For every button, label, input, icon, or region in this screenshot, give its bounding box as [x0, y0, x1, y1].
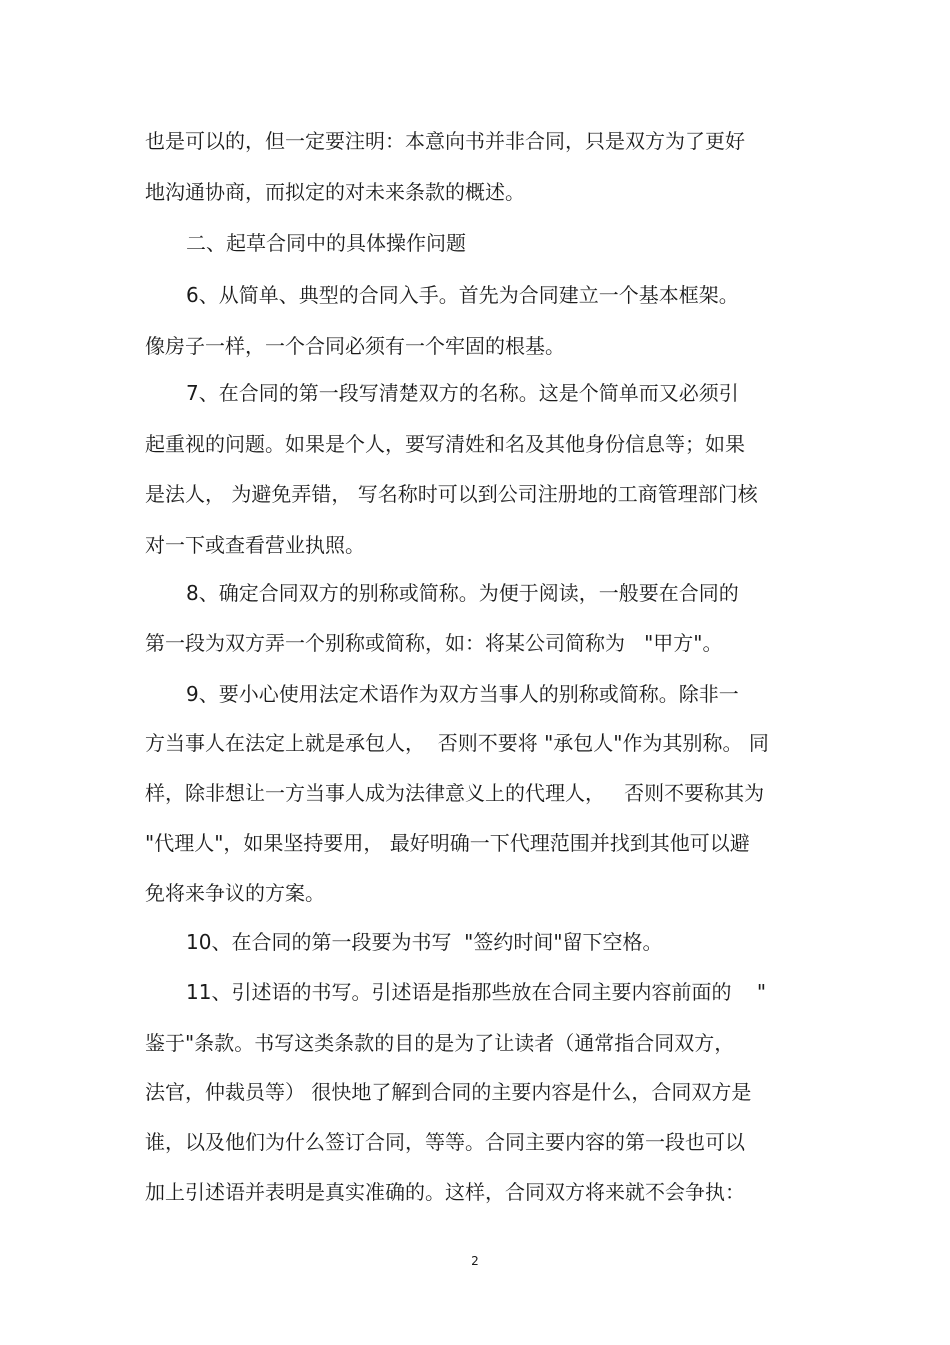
section-heading: 二、起草合同中的具体操作问题 [186, 231, 466, 255]
text-line: 地沟通协商，而拟定的对未来条款的概述。 [145, 180, 525, 204]
text-line: 7、在合同的第一段写清楚双方的名称。这是个简单而又必须引 [186, 381, 739, 405]
text-line: 第一段为双方弄一个别称或简称，如：将某公司简称为 "甲方"。 [145, 631, 723, 655]
text-line: 加上引述语并表明是真实准确的。这样，合同双方将来就不会争执： [145, 1180, 745, 1204]
text-line: 是法人， 为避免弄错， 写名称时可以到公司注册地的工商管理部门核 [145, 482, 758, 506]
text-line: "代理人"，如果坚持要用， 最好明确一下代理范围并找到其他可以避 [145, 831, 750, 855]
text-line: 10、在合同的第一段要为书写 "签约时间"留下空格。 [186, 930, 663, 954]
text-line: 法官，仲裁员等） 很快地了解到合同的主要内容是什么，合同双方是 [145, 1080, 752, 1104]
text-line: 6、从简单、典型的合同入手。首先为合同建立一个基本框架。 [186, 283, 739, 307]
text-line: 像房子一样，一个合同必须有一个牢固的根基。 [145, 334, 565, 358]
page-number: 2 [471, 1254, 479, 1268]
text-line: 免将来争议的方案。 [145, 881, 325, 905]
text-line: 9、要小心使用法定术语作为双方当事人的别称或简称。除非一 [186, 682, 739, 706]
text-line: 对一下或查看营业执照。 [145, 533, 365, 557]
text-line: 谁，以及他们为什么签订合同，等等。合同主要内容的第一段也可以 [145, 1130, 745, 1154]
text-line: 鉴于"条款。书写这类条款的目的是为了让读者（通常指合同双方， [145, 1031, 735, 1055]
text-line: 方当事人在法定上就是承包人， 否则不要将 "承包人"作为其别称。 同 [145, 731, 769, 755]
text-line: 也是可以的，但一定要注明：本意向书并非合同，只是双方为了更好 [145, 129, 745, 153]
text-line: 样，除非想让一方当事人成为法律意义上的代理人， 否则不要称其为 [145, 781, 765, 805]
text-line: 8、确定合同双方的别称或简称。为便于阅读，一般要在合同的 [186, 581, 739, 605]
text-line: 起重视的问题。如果是个人，要写清姓和名及其他身份信息等；如果 [145, 432, 745, 456]
text-line: 11、引述语的书写。引述语是指那些放在合同主要内容前面的 " [186, 980, 767, 1004]
